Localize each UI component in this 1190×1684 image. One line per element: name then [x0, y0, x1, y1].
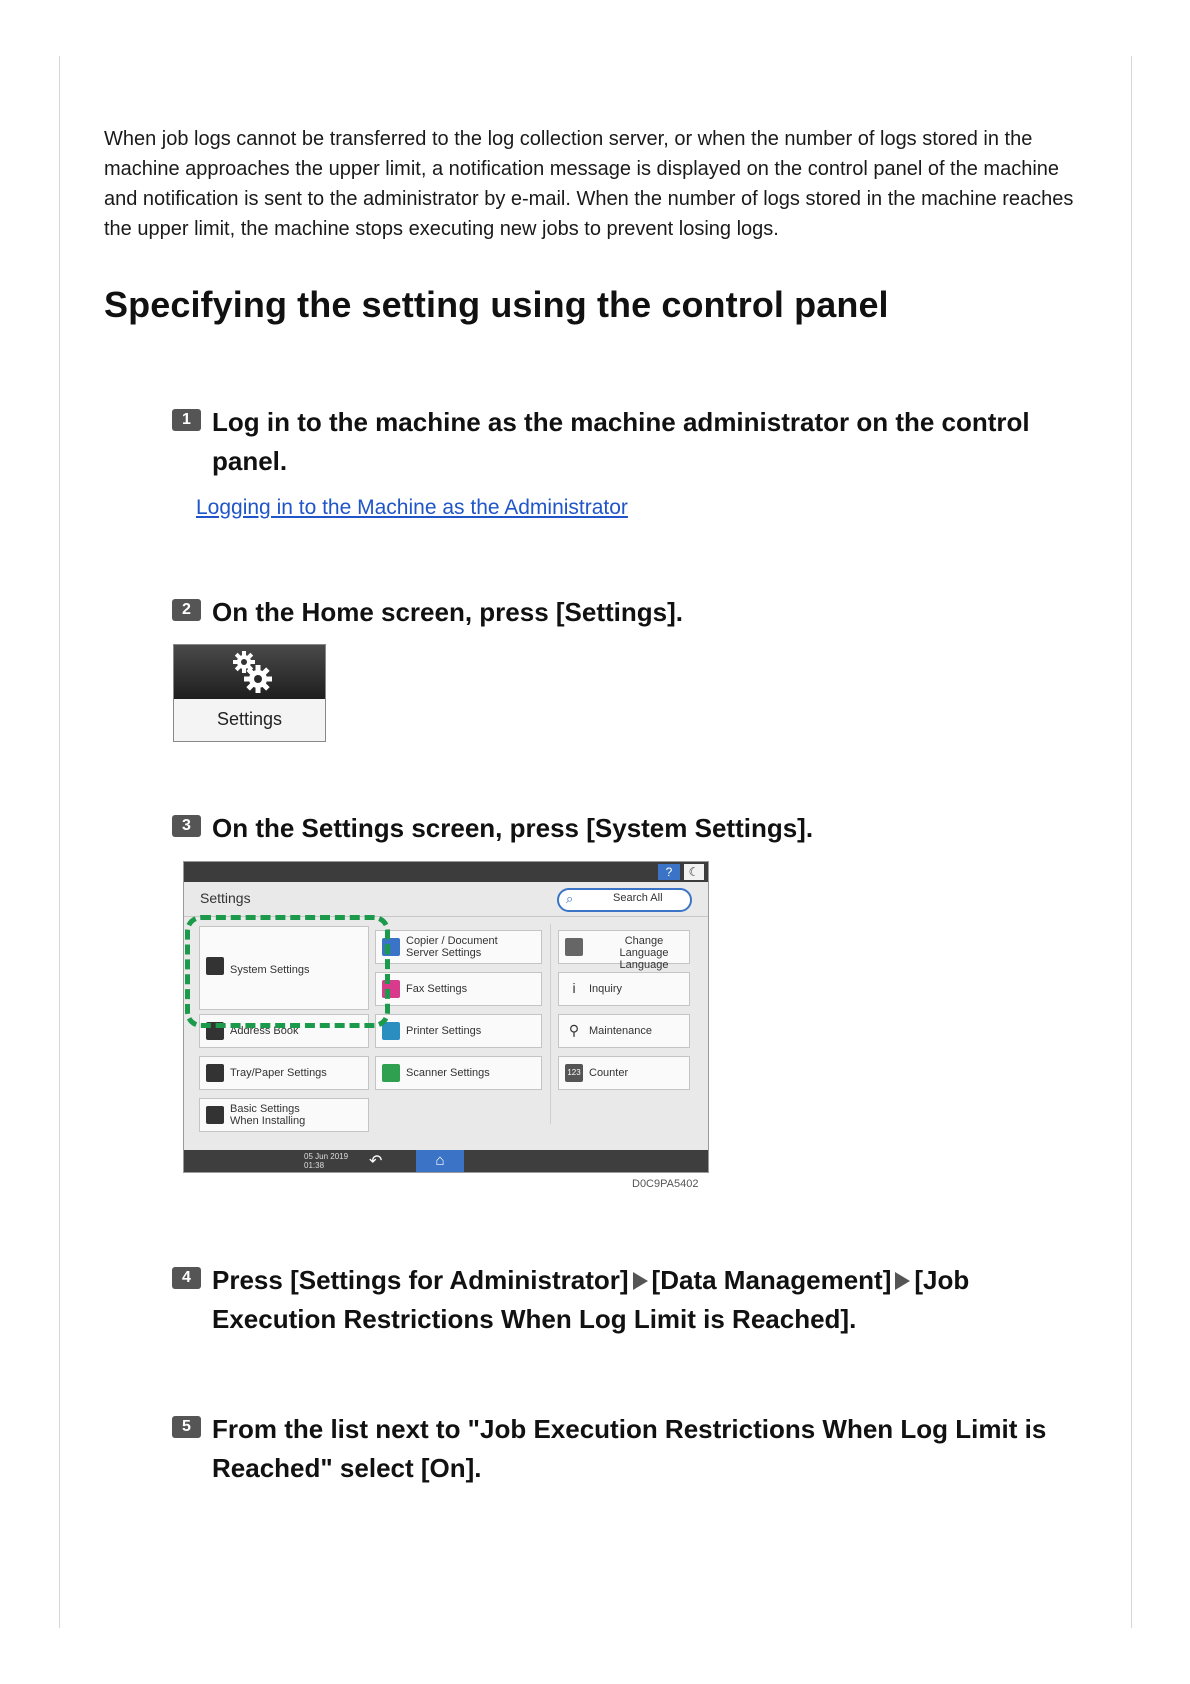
section-title: Specifying the setting using the control panel: [104, 284, 889, 325]
tile-basic-settings: [199, 1098, 369, 1132]
step-1: [172, 403, 1092, 481]
tile-printer-settings: [375, 1014, 542, 1048]
step-text: From the list next to "Job Execution Restrictions When Log Limit is Reached" select [On].: [212, 1414, 1047, 1483]
page-right-border: [1131, 56, 1132, 1628]
step-number: 2: [172, 599, 201, 621]
tile-label: Address Book: [230, 1025, 299, 1037]
tile-label: Scanner Settings: [406, 1067, 490, 1079]
panel-top-bar: [184, 862, 708, 882]
intro-paragraph: When job logs cannot be transferred to the log collection server, or when the number of logs stored in the machine approaches the upper limit, a notification message is displayed on the control panel of the machine and notification is sent to the administrator by e-mail. When the number of logs stored in the machine reaches the upper limit, the machine stops executing new jobs to prevent losing logs.: [104, 128, 1074, 240]
home-icon: ⌂: [416, 1150, 464, 1172]
highlight-system-settings: [185, 915, 390, 1028]
step-2: [172, 593, 1092, 632]
tile-label: Maintenance: [589, 1025, 652, 1037]
step-number: 1: [172, 409, 201, 431]
step-number: 4: [172, 1267, 201, 1289]
arrow-right-icon: [895, 1272, 910, 1290]
gears-icon: [174, 645, 325, 699]
gear-icon: [206, 1106, 224, 1124]
paper-icon: [206, 1064, 224, 1082]
search-icon: ⌕: [566, 891, 574, 906]
tile-scanner-settings: [375, 1056, 542, 1090]
printer-icon: [382, 1022, 400, 1040]
search-all-label: Search All: [613, 892, 663, 904]
tile-label: System Settings: [230, 964, 310, 976]
tile-label: Change Language Language: [619, 935, 669, 971]
tile-change-language: [558, 930, 690, 971]
scanner-icon: [382, 1064, 400, 1082]
panel-bottom-bar: [184, 1150, 708, 1172]
tile-inquiry: [558, 972, 690, 1006]
step-text: Press [Settings for Administrator] [Data Management] [Job Execution Restrictions When Log Limit is Reached].: [212, 1265, 970, 1334]
step-number: 5: [172, 1416, 201, 1438]
settings-button-image: [173, 644, 326, 742]
language-icon: [565, 938, 583, 956]
step-text: On the Settings screen, press [System Settings].: [212, 813, 814, 843]
tile-label: Copier / Document Server Settings: [406, 935, 498, 959]
tile-counter: [558, 1056, 690, 1090]
tile-label: Basic Settings When Installing: [230, 1103, 306, 1127]
tile-fax-settings: [375, 972, 542, 1006]
tile-label: Printer Settings: [406, 1025, 482, 1037]
info-icon: i: [572, 980, 576, 996]
step-text: On the Home screen, press [Settings].: [212, 597, 684, 627]
arrow-right-icon: [633, 1272, 648, 1290]
tile-label: Inquiry: [589, 983, 623, 995]
step-4: [172, 1261, 1092, 1339]
tile-tray-paper: [199, 1056, 369, 1090]
search-all-field: [557, 888, 692, 912]
step-number: 3: [172, 815, 201, 837]
counter-icon: 123: [565, 1064, 583, 1082]
step-text: Log in to the machine as the machine administrator on the control panel.: [212, 407, 1030, 476]
step-5: [172, 1410, 1092, 1488]
tile-label: Fax Settings: [406, 983, 468, 995]
date-time: 05 Jun 2019 01:38: [304, 1152, 349, 1170]
page-left-border: [59, 56, 60, 1628]
step-3: [172, 809, 1092, 848]
tile-label: Counter: [589, 1067, 629, 1079]
wrench-icon: ⚲: [568, 1022, 580, 1038]
figure-code: D0C9PA5402: [632, 1178, 699, 1190]
energy-saver-icon: ☾: [684, 864, 704, 880]
panel-title: Settings: [200, 890, 251, 906]
help-icon: ?: [658, 864, 680, 880]
back-icon: ↶: [369, 1153, 383, 1170]
settings-label: Settings: [216, 709, 283, 729]
tile-label: Tray/Paper Settings: [230, 1067, 327, 1079]
tile-copier-document: [375, 930, 542, 964]
admin-login-link[interactable]: Logging in to the Machine as the Administrator: [196, 496, 628, 519]
tile-maintenance: [558, 1014, 690, 1048]
